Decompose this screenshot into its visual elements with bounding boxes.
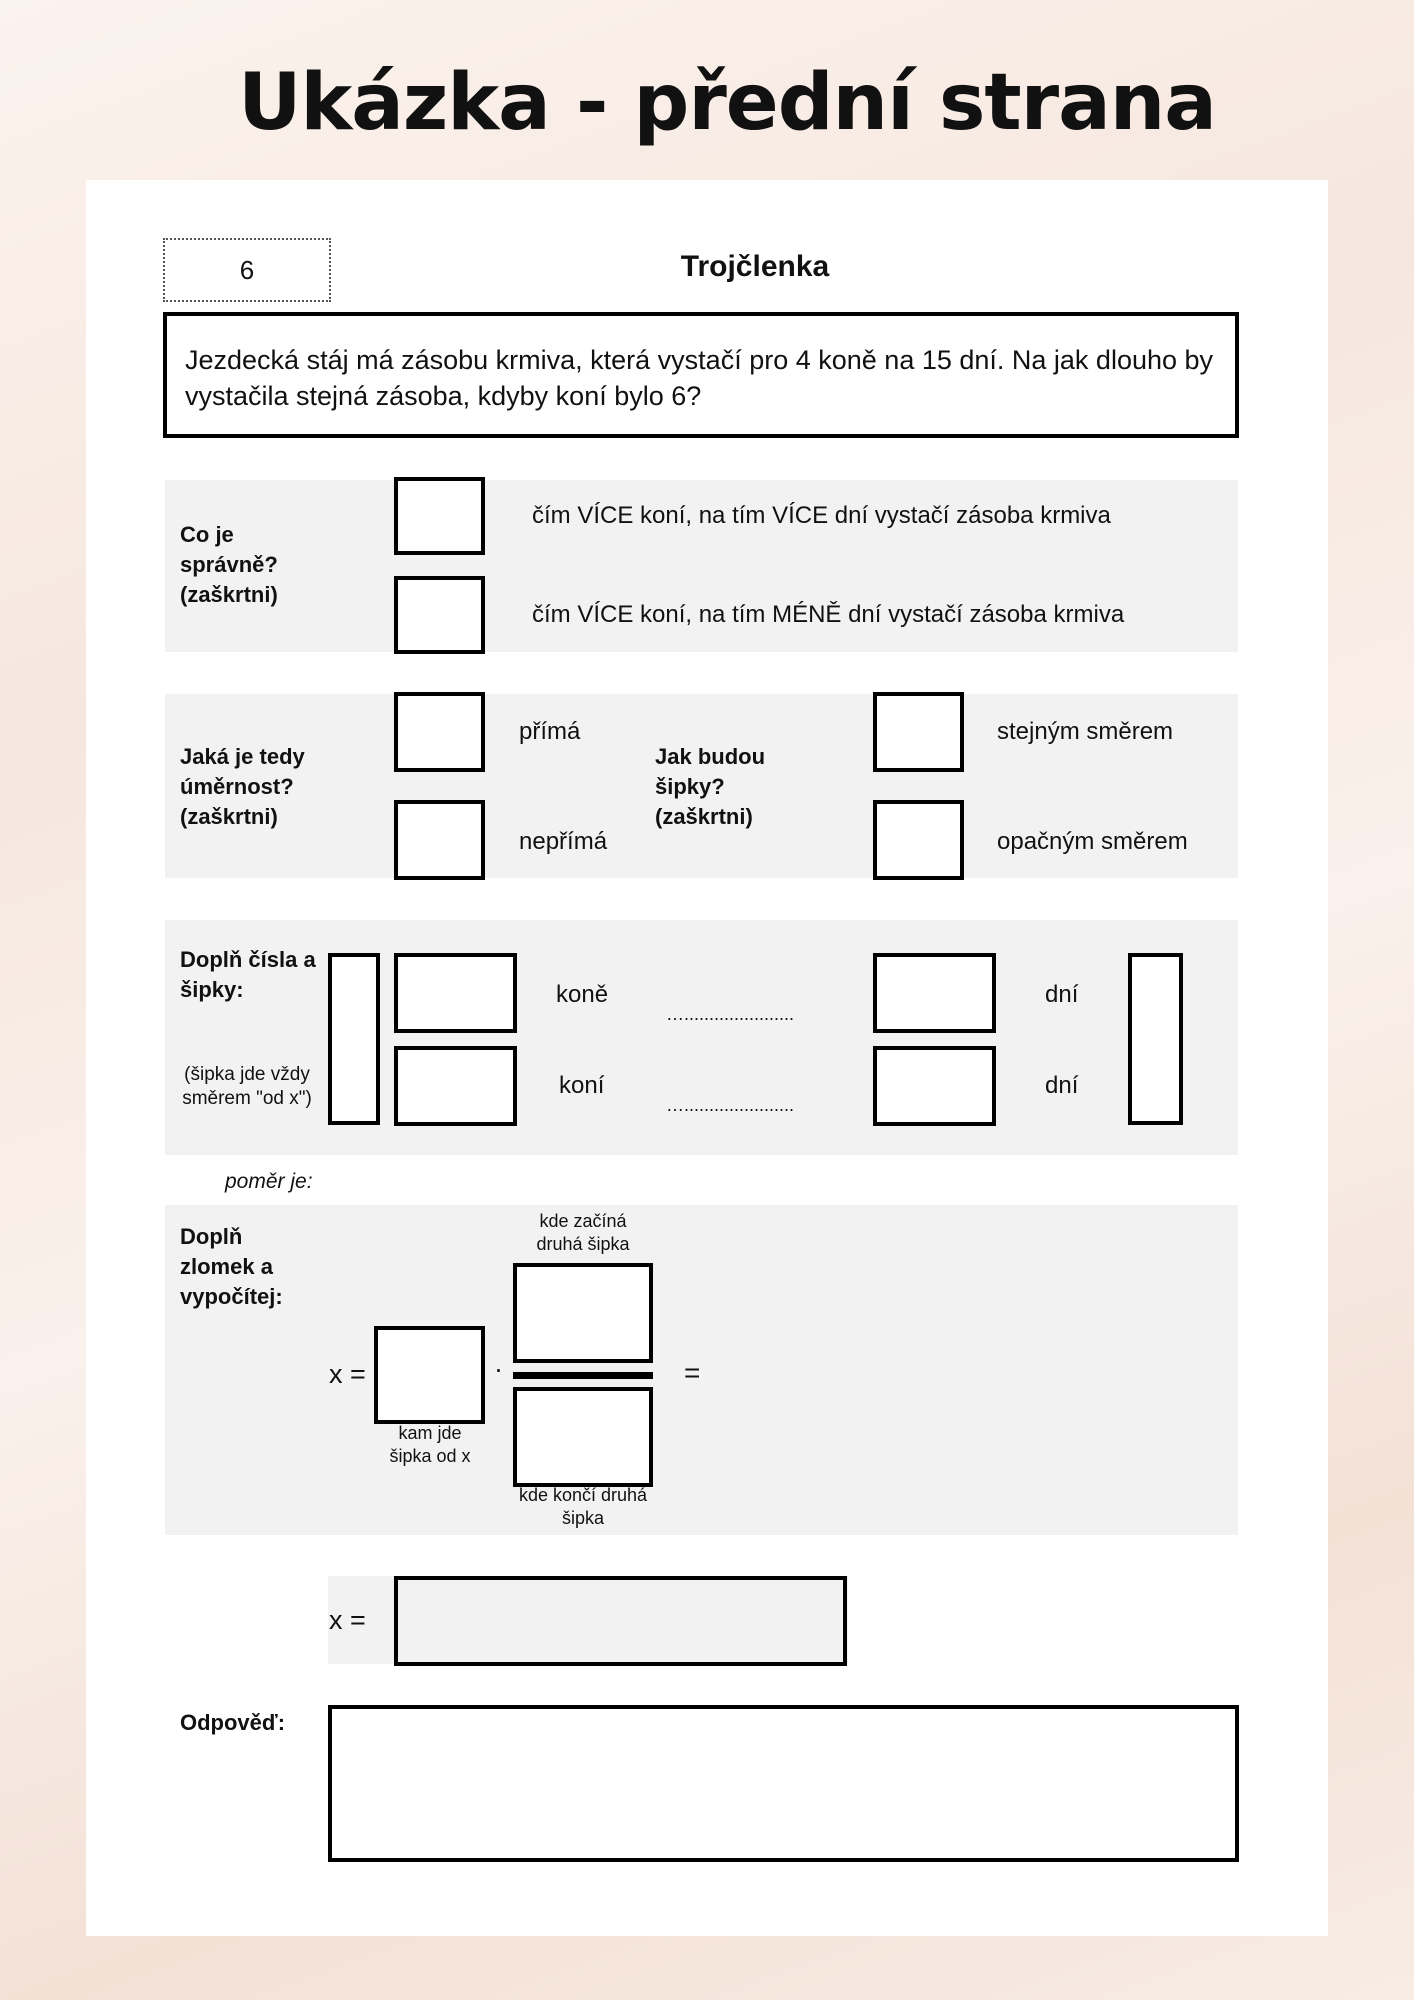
option-same-direction: stejným směrem [997,718,1174,745]
unit-days-2: dní [1045,1072,1079,1099]
result-x-equals: x = [329,1605,366,1635]
option-more-more: čím VÍCE koní, na tím VÍCE dní vystačí zásoba krmiva [532,502,1111,529]
dots-1: …...................... [666,1004,795,1024]
fraction-dot: · [494,1354,503,1384]
answer-field[interactable] [328,1705,1239,1862]
option-more-less: čím VÍCE koní, na tím MÉNĚ dní vystačí zásoba krmiva [532,601,1125,628]
unit-horses-2: koní [559,1072,605,1099]
unit-days-1: dní [1045,981,1079,1008]
fraction-equals: = [684,1357,701,1388]
fraction-denominator-field[interactable] [513,1387,653,1487]
fraction-top-hint: kde začíná druhá šipka [536,1211,630,1254]
dots-2: …...................... [666,1095,795,1115]
fraction-left-hint: kam jde šipka od x [389,1423,471,1466]
days-field-1[interactable] [873,953,996,1033]
section-fraction-label: Doplň zlomek a vypočítej: [180,1224,283,1309]
days-field-2[interactable] [873,1046,996,1126]
arrow-hint: (šipka jde vždy směrem "od x") [182,1064,312,1109]
page-title: Ukázka - přední strana [238,58,1216,148]
fraction-numerator-field[interactable] [513,1263,653,1363]
arrow-left-field[interactable] [328,953,380,1125]
horses-field-2[interactable] [394,1046,517,1126]
task-text-box [163,312,1239,438]
option-inverse: nepřímá [519,828,608,855]
task-title: Trojčlenka [680,250,830,283]
unit-horses-1: koně [556,981,609,1008]
task-number: 6 [239,255,255,285]
horses-field-1[interactable] [394,953,517,1033]
section-fill [165,920,1238,1155]
checkbox-same-direction[interactable] [873,692,964,772]
section-ratio-label: Jaká je tedy úměrnost? (zaškrtni) [180,744,305,829]
result-field[interactable] [394,1576,847,1666]
checkbox-direct[interactable] [394,692,485,772]
option-opposite-direction: opačným směrem [997,828,1188,855]
answer-label: Odpověď: [180,1710,286,1735]
section-correct-label: Co je správně? (zaškrtni) [180,522,278,607]
section-fraction [165,1205,1238,1535]
task-number-box [163,238,331,302]
checkbox-inverse[interactable] [394,800,485,880]
arrows-label: Jak budou šipky? (zaškrtni) [655,744,766,829]
checkbox-more-less[interactable] [394,576,485,654]
fraction-multiplier-field[interactable] [374,1326,485,1424]
section-fill-label: Doplň čísla a šipky: [180,947,316,1002]
option-direct: přímá [519,718,581,745]
fraction-bottom-hint: kde končí druhá šipka [518,1485,648,1528]
ratio-label: poměr je: [225,1170,313,1193]
task-text: Jezdecká stáj má zásobu krmiva, která vystačí pro 4 koně na 15 dní. Na jak dlouho by vystačila stejná zásoba, kdyby koní bylo 6? [185,345,1214,411]
fraction-bar [513,1372,653,1379]
fraction-x-equals: x = [329,1359,366,1389]
checkbox-more-more[interactable] [394,477,485,555]
checkbox-opposite-direction[interactable] [873,800,964,880]
arrow-right-field[interactable] [1128,953,1183,1125]
